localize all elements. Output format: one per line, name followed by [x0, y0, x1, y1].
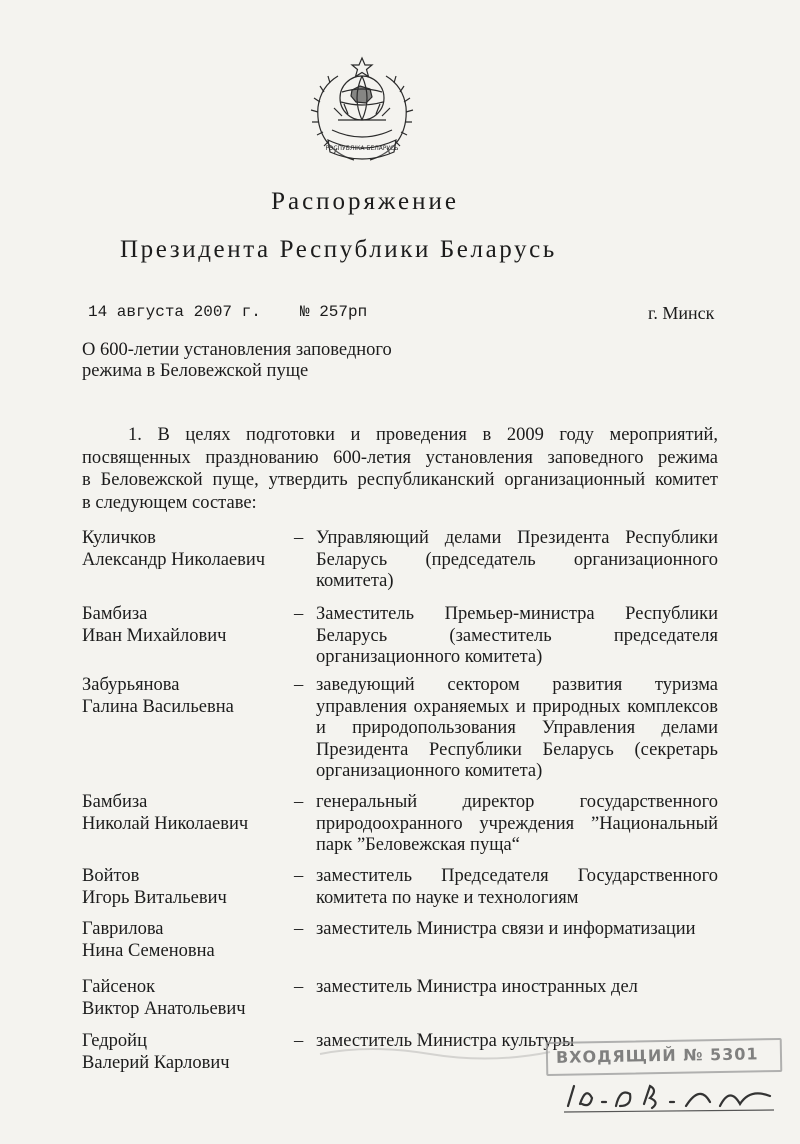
- role-line: парк ”Беловежская пуща“: [316, 835, 520, 855]
- member-given-name: Александр Николаевич: [82, 549, 266, 570]
- role-line: заместитель Министра связи и информатизации: [316, 919, 696, 939]
- bleed-through-mark: [310, 1040, 560, 1068]
- member-role: [316, 604, 718, 669]
- member-given-name: Валерий Карлович: [82, 1052, 230, 1073]
- member-surname: Бамбиза: [82, 604, 148, 624]
- member-row: [82, 866, 722, 919]
- member-dash: –: [294, 1031, 304, 1051]
- member-surname: Куличков: [82, 528, 156, 548]
- member-given-name: Игорь Витальевич: [82, 887, 227, 908]
- member-row: [82, 675, 722, 792]
- role-line: Беларусь (заместитель председателя: [316, 625, 718, 646]
- member-name: [82, 1031, 292, 1074]
- role-line: генеральный директор государственного: [316, 792, 718, 812]
- paragraph-line: в Беловежской пуще, утвердить республиканский организационный комитет: [82, 470, 718, 490]
- document-date: 14 августа 2007 г.: [88, 303, 261, 321]
- member-row: [82, 977, 722, 1031]
- member-dash: –: [294, 977, 304, 997]
- committee-members-list: [82, 528, 722, 1079]
- role-line: Заместитель Премьер-министра Республики: [316, 604, 718, 624]
- member-name: [82, 866, 292, 909]
- member-name: [82, 977, 292, 1020]
- member-name: [82, 604, 292, 647]
- member-name: [82, 919, 292, 962]
- role-line: комитета): [316, 571, 394, 591]
- document-city: г. Минск: [648, 303, 715, 323]
- member-role: [316, 792, 718, 857]
- member-given-name: Виктор Анатольевич: [82, 998, 246, 1019]
- member-dash: –: [294, 919, 304, 939]
- member-role: [316, 977, 718, 999]
- subject-line: О 600-летии установления заповедного: [82, 340, 392, 360]
- member-dash: –: [294, 604, 304, 624]
- member-role: [316, 866, 718, 909]
- member-role: [316, 528, 718, 593]
- role-line: заместитель Министра культуры: [316, 1031, 575, 1051]
- member-surname: Гайсенок: [82, 977, 156, 997]
- member-given-name: Нина Семеновна: [82, 940, 215, 961]
- member-row: [82, 528, 722, 604]
- document-issuer: Президента Республики Беларусь: [120, 236, 557, 263]
- member-dash: –: [294, 675, 304, 695]
- member-row: [82, 604, 722, 675]
- member-dash: –: [294, 528, 304, 548]
- member-name: [82, 675, 292, 718]
- member-surname: Гаврилова: [82, 919, 164, 939]
- member-given-name: Иван Михайлович: [82, 625, 227, 646]
- paragraph-line: посвященных празднованию 600-летия установления заповедного режима: [82, 447, 718, 468]
- member-row: [82, 792, 722, 866]
- role-line: организационного комитета): [316, 647, 543, 667]
- paragraph-line: в следующем составе:: [82, 492, 257, 513]
- role-line: Управляющий делами Президента Республики: [316, 528, 718, 548]
- document-title: Распоряжение: [271, 188, 459, 215]
- role-line: управления охраняемых и природных комплексов: [316, 696, 718, 717]
- emblem-text: РЭСПУБЛІКА БЕЛАРУСЬ: [325, 145, 399, 152]
- member-dash: –: [294, 792, 304, 812]
- handwritten-date-signature: [560, 1076, 780, 1116]
- role-line: и природопользования Управления делами: [316, 718, 718, 738]
- state-emblem-icon: [298, 52, 426, 172]
- member-dash: –: [294, 866, 304, 886]
- document-number: № 257рп: [300, 303, 368, 321]
- member-surname: Бамбиза: [82, 792, 148, 812]
- role-line: Беларусь (председатель организационного: [316, 549, 718, 570]
- member-surname: Войтов: [82, 866, 140, 886]
- paragraph-line: 1. В целях подготовки и проведения в 2009 году мероприятий,: [128, 425, 718, 445]
- document-subject: [82, 340, 462, 382]
- role-line: Президента Республики Беларусь (секретарь: [316, 739, 718, 760]
- member-name: [82, 792, 292, 835]
- member-given-name: Галина Васильевна: [82, 696, 234, 717]
- subject-line: режима в Беловежской пуще: [82, 361, 309, 381]
- member-given-name: Николай Николаевич: [82, 813, 249, 834]
- member-name: [82, 528, 292, 571]
- paragraph-1: [82, 424, 718, 514]
- role-line: заместитель Председателя Государственного: [316, 866, 718, 886]
- role-line: заведующий сектором развития туризма: [316, 675, 718, 695]
- role-line: организационного комитета): [316, 761, 543, 781]
- role-line: заместитель Министра иностранных дел: [316, 977, 638, 997]
- member-surname: Забурьянова: [82, 675, 180, 695]
- member-role: [316, 675, 718, 783]
- member-role: [316, 919, 718, 941]
- member-row: [82, 919, 722, 977]
- member-surname: Гедройц: [82, 1031, 147, 1051]
- incoming-stamp: ВХОДЯЩИЙ № 5301: [546, 1038, 783, 1076]
- role-line: природоохранного учреждения ”Национальный: [316, 813, 718, 834]
- role-line: комитета по науке и технологиям: [316, 887, 579, 908]
